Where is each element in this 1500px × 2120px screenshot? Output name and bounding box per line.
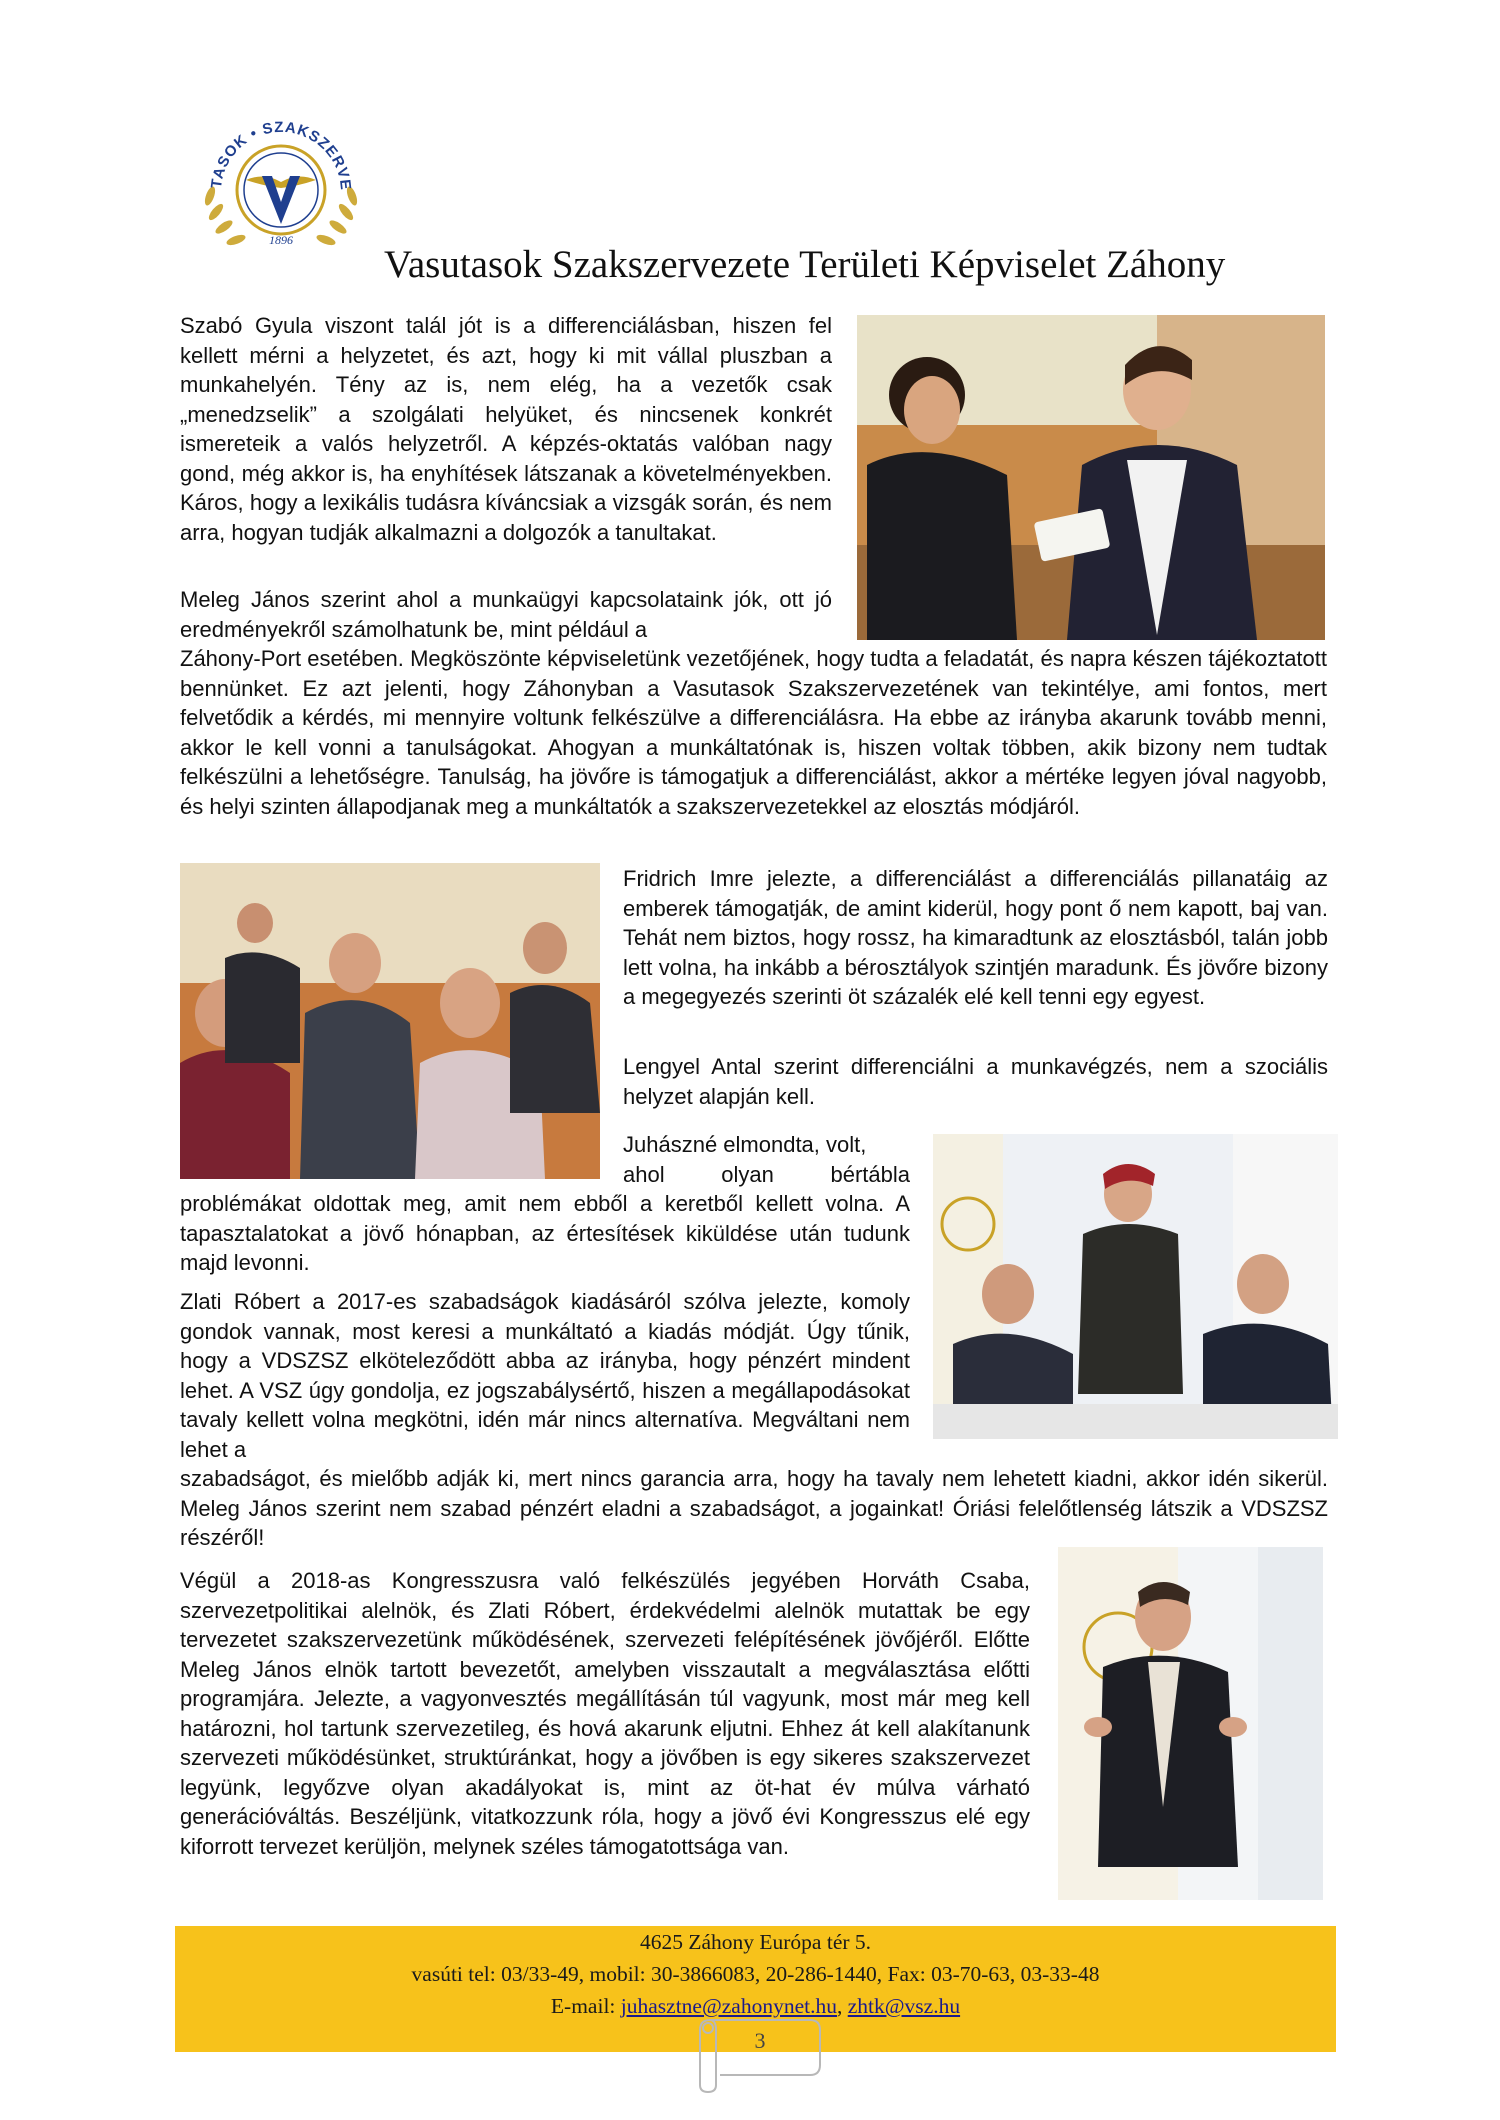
paragraph-zlati-continued: szabadságot, és mielőbb adják ki, mert nincs garancia arra, hogy ha tavaly nem lehetett kiadni, akkor idén sikerül. Meleg János szerint nem szabad pénzért eladni a szabadságot, a jogainkat! Óriási felelőtlenség látszik a VDSZSZ részéről! (180, 1466, 1328, 1550)
union-logo (186, 92, 376, 262)
paragraph-fridrich: Fridrich Imre jelezte, a differenciálást a differenciálás pillanatáig az emberek támogatják, de amint kiderül, hogy pont ő nem kapott, baj van. Tehát nem biztos, hogy rossz, ha kimaradtunk az elosztásból, talán jobb lett volna, ha inkább a bérosztályok szintjén maradunk. És jövőre bizony a megegyezés szerinti öt százalék elé kell tenni egy egyest. (623, 866, 1328, 1009)
footer-address: 4625 Záhony Európa tér 5. (639, 1930, 872, 1954)
paragraph-lengyel: Lengyel Antal szerint differenciálni a munkavégzés, nem a szociális helyzet alapján kell. (623, 1054, 1328, 1109)
footer-phones: vasúti tel: 03/33-49, mobil: 30-3866083, 20-286-1440, Fax: 03-70-63, 03-33-48 (411, 1962, 1100, 1986)
email-link-juhasztne[interactable]: juhasztne@zahonynet.hu (620, 1994, 837, 2018)
paragraph-juhaszne-line1: Juhászné elmondta, volt, (623, 1132, 867, 1157)
photo-audience-men (180, 863, 600, 1179)
paragraph-zlati: Zlati Róbert a 2017-es szabadságok kiadásáról szólva jelezte, komoly gondok vannak, most keresi a munkáltató a kiadás módját. Úgy tűnik, hogy a VDSZSZ elköteleződött abba az irányba, hogy pénzért mindent lehet. A VSZ úgy gondolja, ez jogszabálysértő, hiszen a megállapodásokat tavaly kellett volna megkötni, idén már nincs alternatíva. Megváltani nem lehet a (180, 1289, 910, 1462)
page-number: 3 (754, 2028, 766, 2053)
page-header-title: Vasutasok Szakszervezete Területi Képviselet Záhony (384, 243, 1226, 286)
logo-ring-text: TASOK • SZAKSZERVE (208, 118, 355, 192)
logo-year: 1896 (269, 233, 293, 247)
paragraph-juhaszne-body: problémákat oldottak meg, amit nem ebből a keretből kellett volna. A tapasztalatokat a jövő hónapban, az értesítések kiküldése után tudunk majd levonni. (180, 1191, 910, 1275)
paragraph-juhaszne-line2: ahol olyan bértábla (623, 1162, 910, 1187)
photo-woman-speaking (933, 1134, 1338, 1439)
footer-email-label: E-mail: (550, 1994, 616, 2018)
union-logo-emblem (186, 92, 376, 262)
paragraph-meleg-body: Záhony-Port esetében. Megköszönte képviseletünk vezetőjének, hogy tudta a feladatát, és napra készen tájékoztatott bennünket. Ez azt jelenti, hogy Záhonyban a Vasutasok Szakszervezetének van tekintélye, ami fontos, mert felvetődik a kérdés, mi mennyire voltunk felkészülve a differenciálásra. Ha ebbe az irányba akarunk tovább menni, akkor le kell vonni a tanulságokat. Ahogyan a munkáltatónak is, hiszen voltak többen, akik bizony nem tudtak felkészülni a lehetőségre. Tanulság, ha jövőre is támogatjuk a differenciálást, akkor a mértéke legyen jóval nagyobb, és helyi szinten állapodjanak meg a munkáltatók a szakszervezetekkel az elosztás módjáról. (180, 646, 1327, 819)
photo-meeting-two-men (857, 315, 1325, 640)
paragraph-szabo: Szabó Gyula viszont talál jót is a differenciálásban, hiszen fel kellett mérni a helyzetet, és azt, hogy ki mit vállal pluszban a munkahelyén. Tény az is, nem elég, ha a vezetők csak „menedzselik” a szolgálati helyüket, és nincsenek konkrét ismereteik a valós helyzetről. A képzés-oktatás valóban nagy gond, még akkor is, ha enyhítések látszanak a követelményekben. Káros, hogy a lexikális tudásra kíváncsiak a vizsgák során, és nem arra, hogyan tudják alkalmazni a dolgozók a tanultakat. (180, 313, 832, 545)
paragraph-meleg-intro: Meleg János szerint ahol a munkaügyi kapcsolataink jók, ott jó eredményekről számolhatunk be, mint például a (180, 587, 832, 642)
paragraph-kongresszus: Végül a 2018-as Kongresszusra való felkészülés jegyében Horváth Csaba, szervezetpolitikai alelnök, és Zlati Róbert, érdekvédelmi alelnök mutattak be egy tervezetet szakszervezetünk működésének, szervezeti felépítésének jövőjéről. Előtte Meleg János elnök tartott bevezetőt, amelyben visszautalt a megválasztása előtti programjára. Jelezte, a vagyonvesztés megállításán túl vagyunk, most már meg kell határozni, hol tartunk szervezetileg, és hová akarunk eljutni. Ehhez át kell alakítanunk szervezeti működésünket, struktúránkat, hogy a jövőben is egy sikeres szakszervezet legyünk, legyőzve olyan akadályokat is, mint az öt-hat év múlva várható generációváltás. Beszéljünk, vitatkozzunk róla, hogy a jövő évi Kongresszus elé egy kiforrott tervezet kerüljön, melynek széles támogatottsága van. (180, 1568, 1030, 1859)
footer-email-separator: , (836, 1994, 843, 2018)
photo-man-presenting (1058, 1547, 1323, 1900)
email-link-zhtk[interactable]: zhtk@vsz.hu (847, 1994, 961, 2018)
